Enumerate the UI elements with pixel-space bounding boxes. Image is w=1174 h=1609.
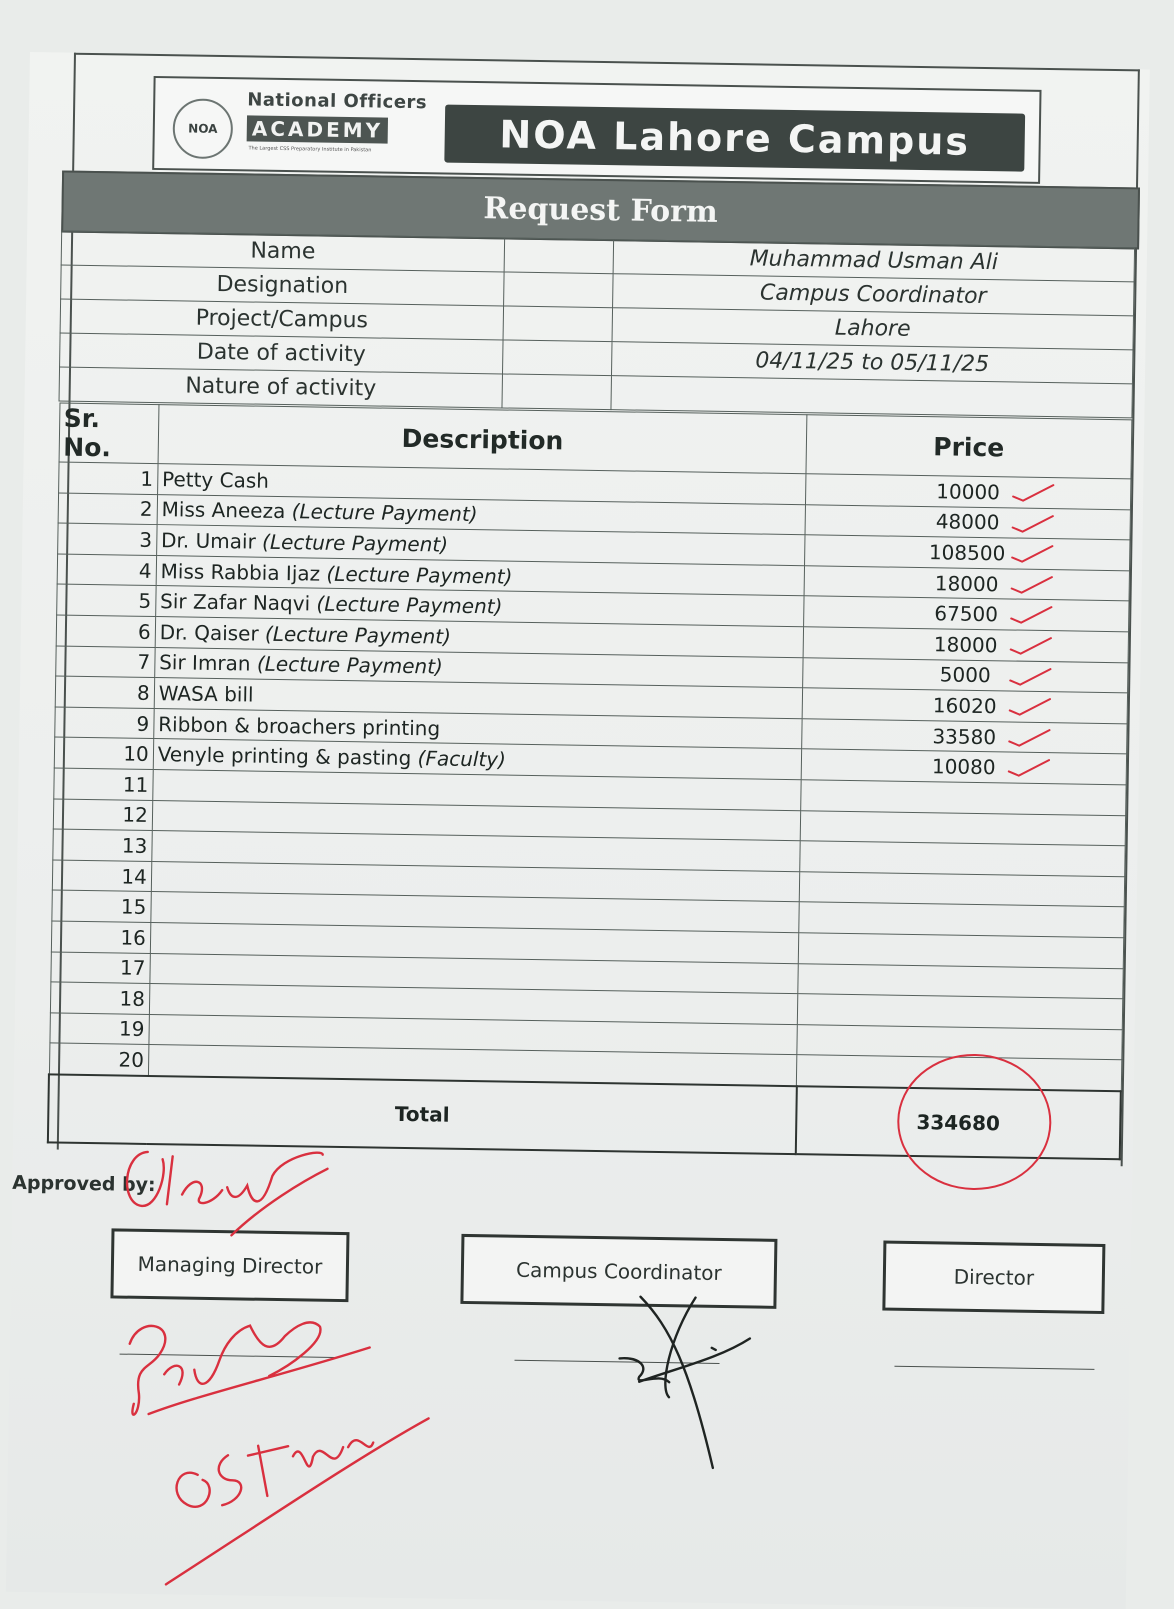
sr-no-cell: 15 [51,890,151,922]
info-value: Campus Coordinator [613,274,1134,316]
red-tick-mark-icon [1009,635,1053,656]
description-note: (Faculty) [417,746,506,771]
price-cell [799,933,1124,969]
description-text: Miss Aneeza [161,498,285,524]
sr-no-cell: 19 [49,1013,149,1045]
price-value: 10080 [932,754,996,779]
sr-no-cell: 13 [52,829,152,861]
sr-no-cell: 14 [52,860,152,892]
price-value: 18000 [934,632,998,657]
sr-no-cell: 8 [55,676,155,708]
campus-banner: NOA Lahore Campus [444,105,1025,172]
sr-no-cell: 4 [57,554,157,586]
header-sr-no: Sr. No. [59,403,159,464]
description-text: Sir Zafar Naqvi [160,589,310,615]
info-spacer-cell [502,374,612,410]
red-tick-mark-icon [1010,574,1054,595]
red-tick-mark-icon [1009,605,1053,626]
info-spacer-cell [504,272,614,308]
signature-line-campus-coordinator [515,1360,720,1364]
red-tick-mark-icon [1011,482,1055,503]
total-label: Total [48,1074,797,1154]
price-cell [798,994,1123,1030]
red-circle-mark-icon [896,1053,1052,1191]
red-tick-mark-icon [1007,758,1051,779]
role-box-director: Director [882,1241,1105,1314]
description-text: Petty Cash [162,467,269,493]
price-cell [803,657,1128,693]
sr-no-cell: 10 [54,737,154,769]
signature-line-managing-director [120,1354,335,1358]
price-cell [805,504,1130,540]
description-text: Ribbon & broachers printing [158,712,440,740]
description-text: WASA bill [159,681,254,706]
sr-no-cell: 5 [56,584,156,616]
price-value: 18000 [935,571,999,596]
price-cell [798,963,1123,999]
price-value: 5000 [940,663,991,688]
header-description: Description [158,405,807,474]
sr-no-cell: 11 [53,768,153,800]
info-spacer-cell [504,238,614,274]
items-table [47,402,1133,1160]
price-cell [799,871,1124,907]
sr-no-cell: 1 [58,462,158,494]
signature-line-director [894,1366,1094,1370]
sr-no-cell: 17 [50,951,150,983]
info-spacer-cell [503,340,613,376]
info-table [59,231,1136,419]
description-note: (Lecture Payment) [316,592,502,619]
academy-logo-seal-icon [172,98,233,159]
price-value: 48000 [936,510,1000,535]
description-text: Dr. Qaiser [160,620,259,646]
info-label: Designation [61,265,504,306]
description-text: Dr. Umair [161,528,256,553]
price-cell [804,566,1129,602]
info-value: Muhammad Usman Ali [613,240,1134,282]
description-note: (Lecture Payment) [262,530,448,557]
info-label: Project/Campus [60,299,503,340]
total-cell [796,1086,1121,1159]
info-spacer-cell [503,306,613,342]
price-cell [803,627,1128,663]
logo-name-line1: National Officers [247,89,427,113]
sr-no-cell: 7 [55,646,155,678]
sr-no-cell: 16 [51,921,151,953]
brand-header [152,76,1041,184]
role-box-managing-director: Managing Director [110,1228,349,1302]
sr-no-cell: 2 [58,493,158,525]
price-cell [802,688,1127,724]
info-label: Name [61,231,504,272]
sr-no-cell: 12 [53,798,153,830]
price-value: 10000 [936,479,1000,504]
info-value: Lahore [612,308,1133,350]
price-cell [801,749,1126,785]
red-tick-mark-icon [1007,727,1051,748]
description-text: Sir Imran [159,650,251,675]
red-tick-mark-icon [1011,513,1055,534]
description-note: (Lecture Payment) [257,652,443,679]
price-cell [801,780,1126,816]
red-tick-mark-icon [1008,697,1052,718]
price-cell [799,902,1124,938]
description-text: Miss Rabbia Ijaz [160,559,320,586]
managing-director-signature-red-icon [106,1303,441,1598]
description-note: (Lecture Payment) [326,561,512,588]
sr-no-cell: 3 [57,523,157,555]
price-cell [800,841,1125,877]
role-box-campus-coordinator: Campus Coordinator [460,1234,777,1309]
price-value: 67500 [934,601,998,626]
info-label: Date of activity [60,333,503,374]
price-cell [804,596,1129,632]
sr-no-cell: 6 [56,615,156,647]
description-note: (Lecture Payment) [265,622,451,649]
red-tick-mark-icon [1010,544,1054,565]
sr-no-cell: 18 [50,982,150,1014]
description-note: (Lecture Payment) [292,500,478,527]
price-value: 33580 [932,724,996,749]
approved-by-label: Approved by: [12,1172,156,1196]
price-cell [802,718,1127,754]
red-tick-mark-icon [1008,666,1052,687]
sr-no-cell: 9 [54,707,154,739]
logo-seal-text: NOA [188,121,217,135]
description-text: Venyle printing & pasting [158,742,412,770]
price-cell [806,474,1131,510]
form-title: Request Form [61,171,1140,250]
request-form-sheet [6,52,1150,1609]
price-cell [800,810,1125,846]
price-value: 16020 [933,693,997,718]
price-cell [805,535,1130,571]
logo-name-line2: ACADEMY [247,115,389,143]
sr-no-cell: 20 [49,1043,149,1076]
logo-tagline: The Largest CSS Preparatory Institute in Pakistan [248,145,371,153]
price-value: 108500 [929,540,1006,565]
info-label: Nature of activity [59,367,502,408]
header-price: Price [806,415,1131,479]
total-value: 334680 [916,1110,1000,1135]
info-value: 04/11/25 to 05/11/25 [611,342,1132,384]
